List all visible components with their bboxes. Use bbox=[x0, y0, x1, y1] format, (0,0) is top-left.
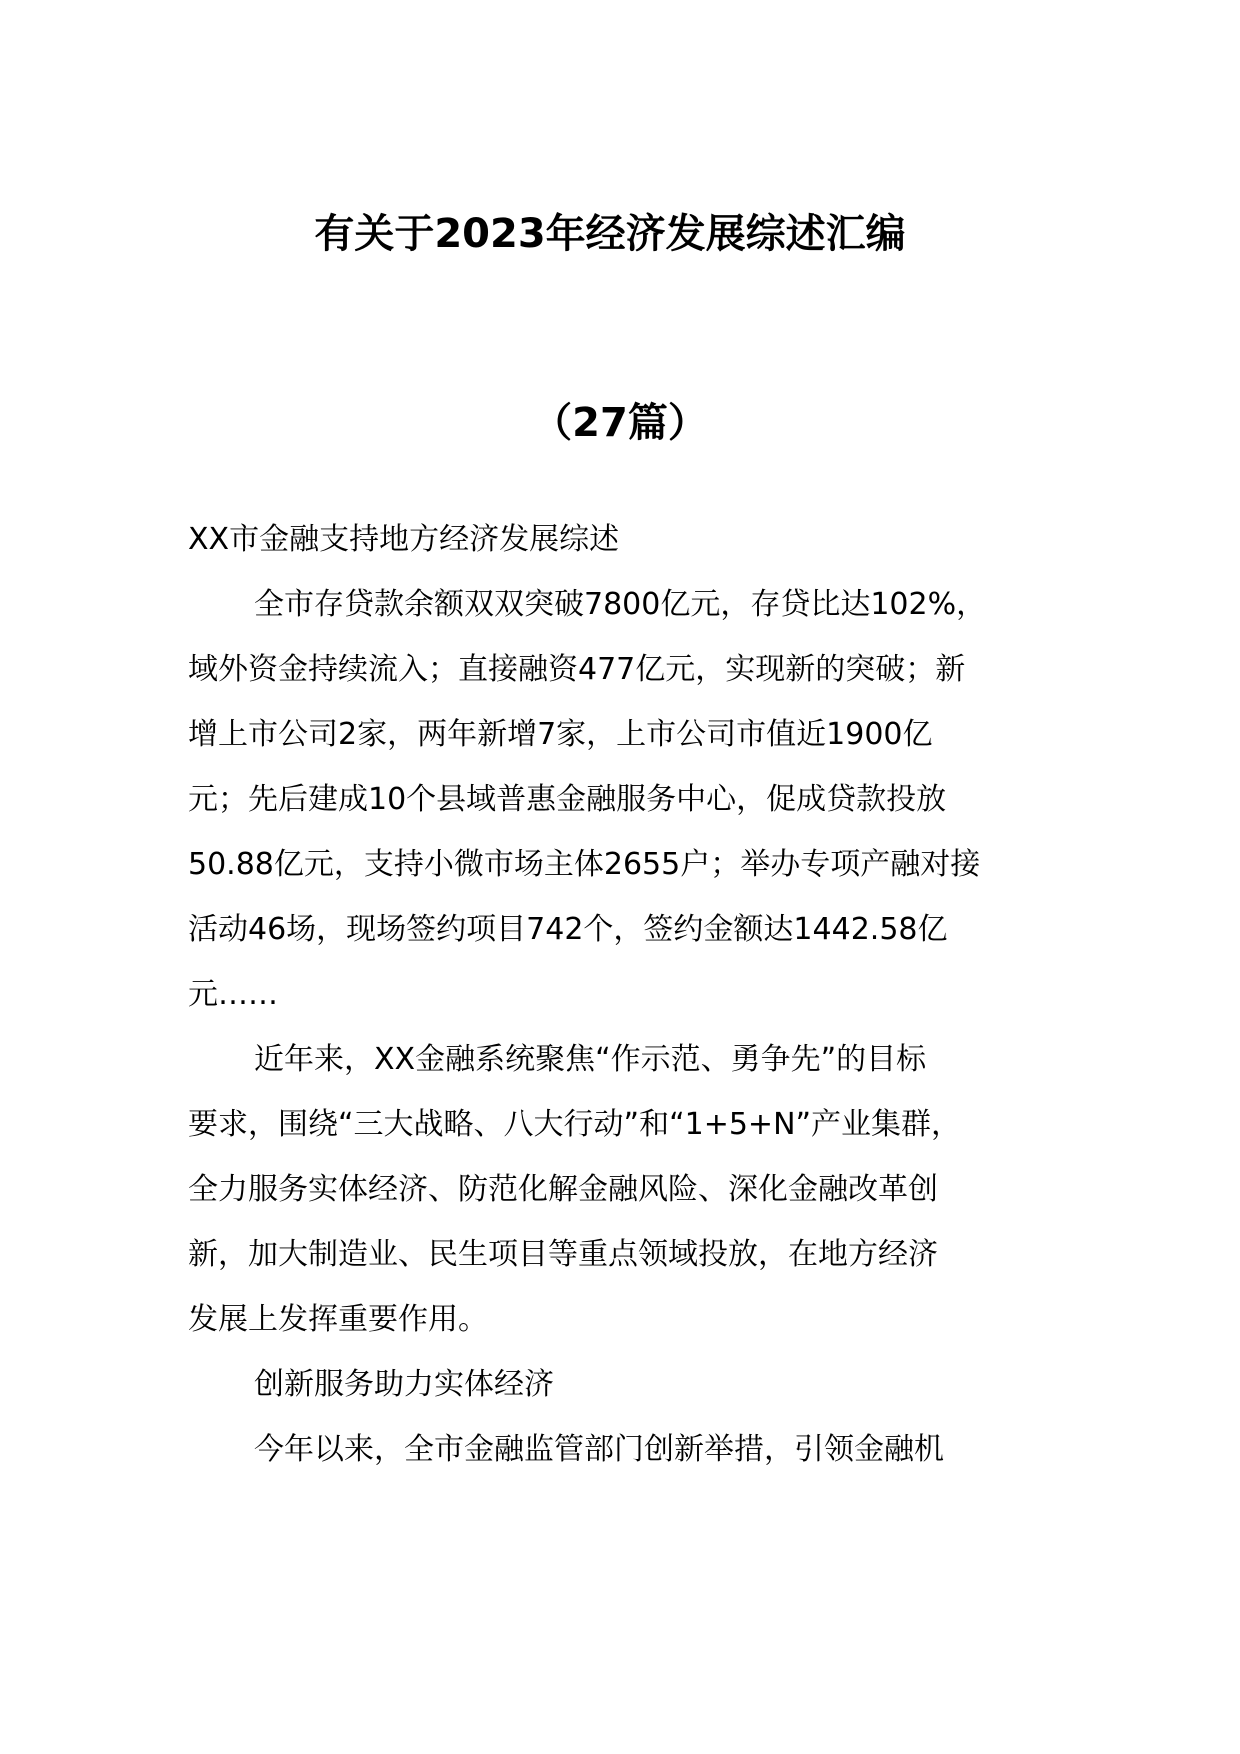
paragraph-2-line-5: 发展上发挥重要作用。 bbox=[188, 1302, 488, 1337]
article-title: XX市金融支持地方经济发展综述 bbox=[188, 522, 620, 557]
paragraph-1-line-3: 增上市公司2家，两年新增7家，上市公司市值近1900亿 bbox=[188, 717, 933, 752]
paragraph-2-line-4: 新，加大制造业、民生项目等重点领域投放，在地方经济 bbox=[188, 1237, 938, 1272]
document-subtitle: （27篇） bbox=[532, 400, 708, 446]
paragraph-1-line-7: 元…… bbox=[188, 977, 278, 1012]
paragraph-2-line-1: 近年来，XX金融系统聚焦“作示范、勇争先”的目标 bbox=[254, 1042, 927, 1077]
paragraph-2-line-2: 要求，围绕“三大战略、八大行动”和“1+5+N”产业集群， bbox=[188, 1107, 962, 1142]
document-body bbox=[188, 507, 1068, 1482]
paragraph-1-line-2: 域外资金持续流入；直接融资477亿元，实现新的突破；新 bbox=[188, 652, 966, 687]
paragraph-1-line-5: 50.88亿元，支持小微市场主体2655户；举办专项产融对接 bbox=[188, 847, 981, 882]
section-heading: 创新服务助力实体经济 bbox=[254, 1367, 554, 1402]
paragraph-3-line-1: 今年以来，全市金融监管部门创新举措，引领金融机 bbox=[254, 1432, 944, 1467]
paragraph-2-line-3: 全力服务实体经济、防范化解金融风险、深化金融改革创 bbox=[188, 1172, 938, 1207]
paragraph-1-line-6: 活动46场，现场签约项目742个，签约金额达1442.58亿 bbox=[188, 912, 948, 947]
document-title: 有关于2023年经济发展综述汇编 bbox=[314, 211, 906, 257]
paragraph-1-line-4: 元；先后建成10个县域普惠金融服务中心，促成贷款投放 bbox=[188, 782, 947, 817]
paragraph-1-line-1: 全市存贷款余额双双突破7800亿元，存贷比达102%， bbox=[254, 587, 987, 622]
